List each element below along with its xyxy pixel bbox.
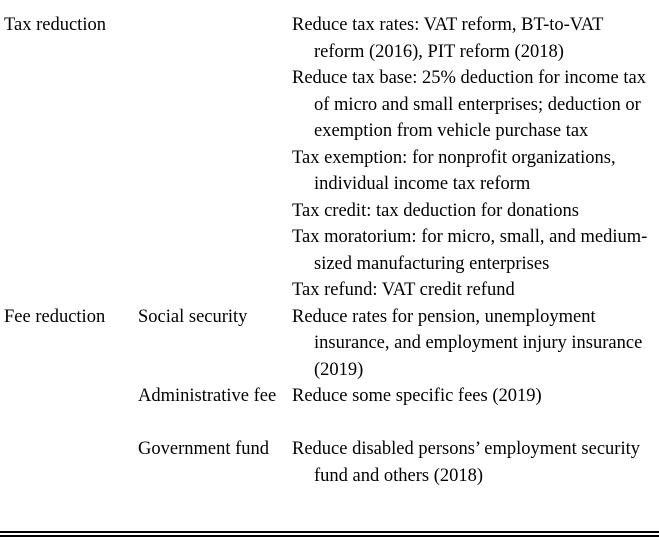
measure-item: Reduce rates for pension, unemployment insurance, and employment injury insurance (2019) xyxy=(292,306,643,380)
measure-item: Reduce some specific fees (2019) xyxy=(292,386,542,406)
table-row-administrative-fee xyxy=(0,383,659,436)
measure-item: Tax credit: tax deduction for donations xyxy=(292,200,579,221)
table-row-social-security xyxy=(0,304,659,384)
subgroup-label: Administrative fee xyxy=(138,386,277,406)
table-row-tax-reduction xyxy=(0,12,659,304)
table-bottom-rule-double xyxy=(0,535,659,537)
table-bottom-rule xyxy=(0,531,659,533)
measure-item: Reduce disabled persons’ employment security fund and others (2018) xyxy=(292,439,640,486)
group-label: Fee reduction xyxy=(4,306,106,327)
measure-item: Tax exemption: for nonprofit organizations, individual income tax reform xyxy=(292,147,616,194)
table-row-government-fund xyxy=(0,436,659,489)
subgroup-label: Social security xyxy=(138,306,248,327)
measure-item: Tax moratorium: for micro, small, and medium-sized manufacturing enterprises xyxy=(292,227,648,274)
measure-item: Tax refund: VAT credit refund xyxy=(292,280,515,300)
group-label: Tax reduction xyxy=(4,15,106,35)
measure-item: Reduce tax base: 25% deduction for income tax of micro and small enterprises; deduction or exemption from vehicle purchase tax xyxy=(292,68,646,141)
policy-table xyxy=(0,12,659,489)
measure-item: Reduce tax rates: VAT reform, BT-to-VAT reform (2016), PIT reform (2018) xyxy=(292,15,604,62)
subgroup-label: Government fund xyxy=(138,439,270,459)
